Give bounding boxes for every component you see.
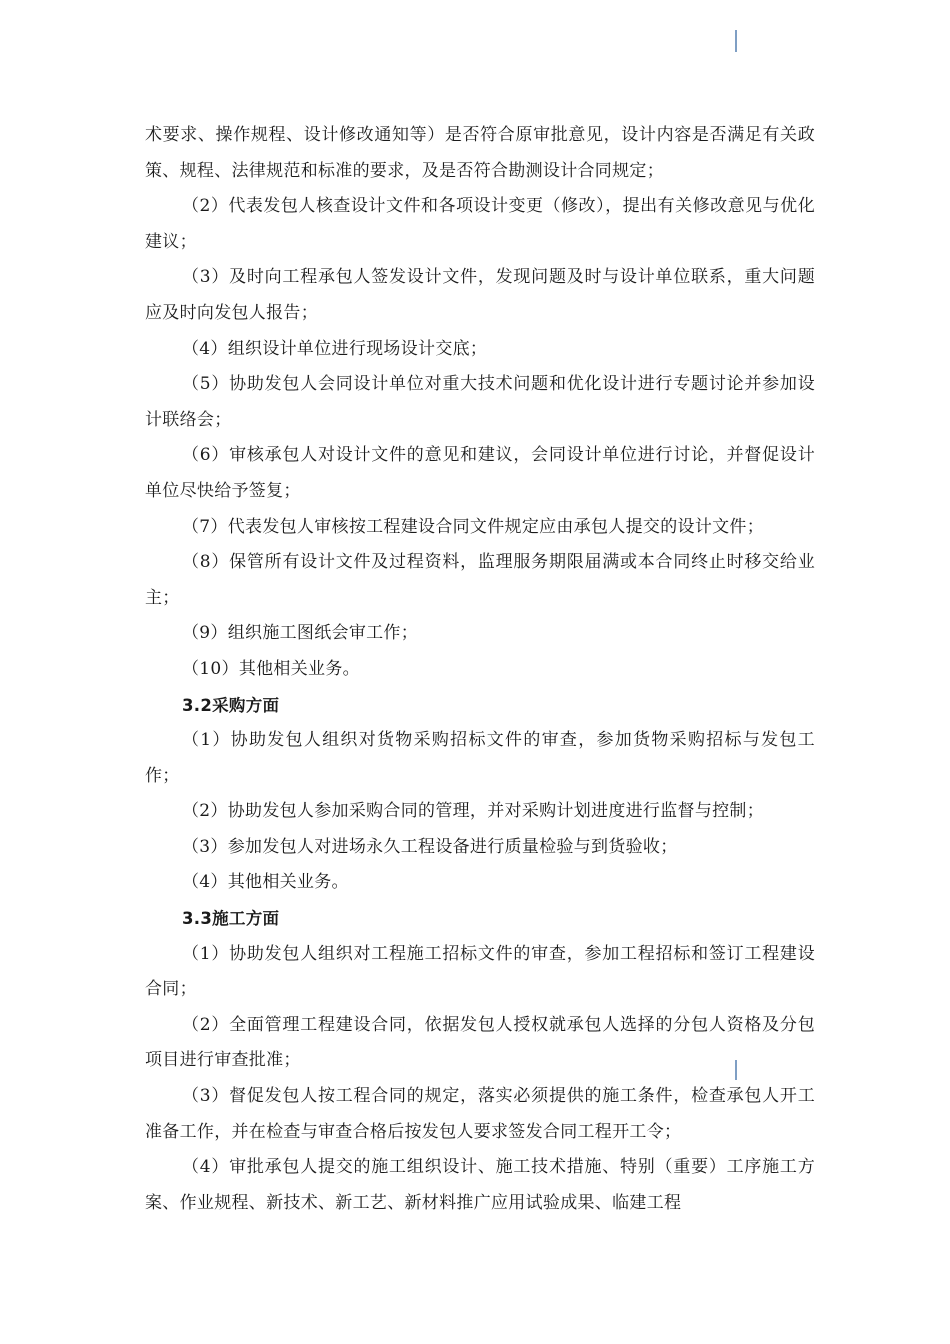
list-item: （2）全面管理工程建设合同，依据发包人授权就承包人选择的分包人资格及分包项目进行审查批准；	[145, 1014, 815, 1071]
list-item: （4）其他相关业务。	[182, 872, 349, 893]
section-heading: 3.2采购方面	[182, 695, 280, 715]
list-item: （4）组织设计单位进行现场设计交底；	[182, 338, 488, 359]
paragraph: 术要求、操作规程、设计修改通知等）是否符合原审批意见，设计内容是否满足有关政策、规程、法律规范和标准的要求，及是否符合勘测设计合同规定；	[145, 125, 815, 181]
list-item: （1）协助发包人组织对货物采购招标文件的审查，参加货物采购招标与发包工作；	[145, 730, 815, 786]
list-item: （9）组织施工图纸会审工作；	[182, 623, 419, 644]
list-item: （4）审批承包人提交的施工组织设计、施工技术措施、特别（重要）工序施工方案、作业规程、新技术、新工艺、新材料推广应用试验成果、临建工程	[145, 1157, 815, 1213]
section-heading: 3.3施工方面	[182, 909, 280, 929]
list-item: （8）保管所有设计文件及过程资料，监理服务期限届满或本合同终止时移交给业主；	[145, 552, 815, 608]
list-item: （6）审核承包人对设计文件的意见和建议，会同设计单位进行讨论，并督促设计单位尽快给予签复；	[145, 445, 815, 501]
list-item: （1）协助发包人组织对工程施工招标文件的审查，参加工程招标和签订工程建设合同；	[145, 943, 815, 1000]
list-item: （3）及时向工程承包人签发设计文件，发现问题及时与设计单位联系，重大问题应及时向发包人报告；	[145, 267, 815, 323]
list-item: （3）参加发包人对进场永久工程设备进行质量检验与到货验收；	[182, 836, 678, 857]
list-item: （10）其他相关业务。	[182, 658, 360, 679]
list-item: （2）协助发包人参加采购合同的管理，并对采购计划进度进行监督与控制；	[182, 801, 765, 822]
list-item: （2）代表发包人核查设计文件和各项设计变更（修改），提出有关修改意见与优化建议；	[145, 196, 815, 252]
list-item: （3）督促发包人按工程合同的规定，落实必须提供的施工条件，检查承包人开工准备工作，并在检查与审查合格后按发包人要求签发合同工程开工令；	[145, 1086, 815, 1142]
list-item: （5）协助发包人会同设计单位对重大技术问题和优化设计进行专题讨论并参加设计联络会；	[145, 374, 815, 430]
page-corner-mark	[735, 30, 737, 52]
document-body	[145, 118, 815, 1221]
list-item: （7）代表发包人审核按工程建设合同文件规定应由承包人提交的设计文件；	[182, 516, 765, 537]
